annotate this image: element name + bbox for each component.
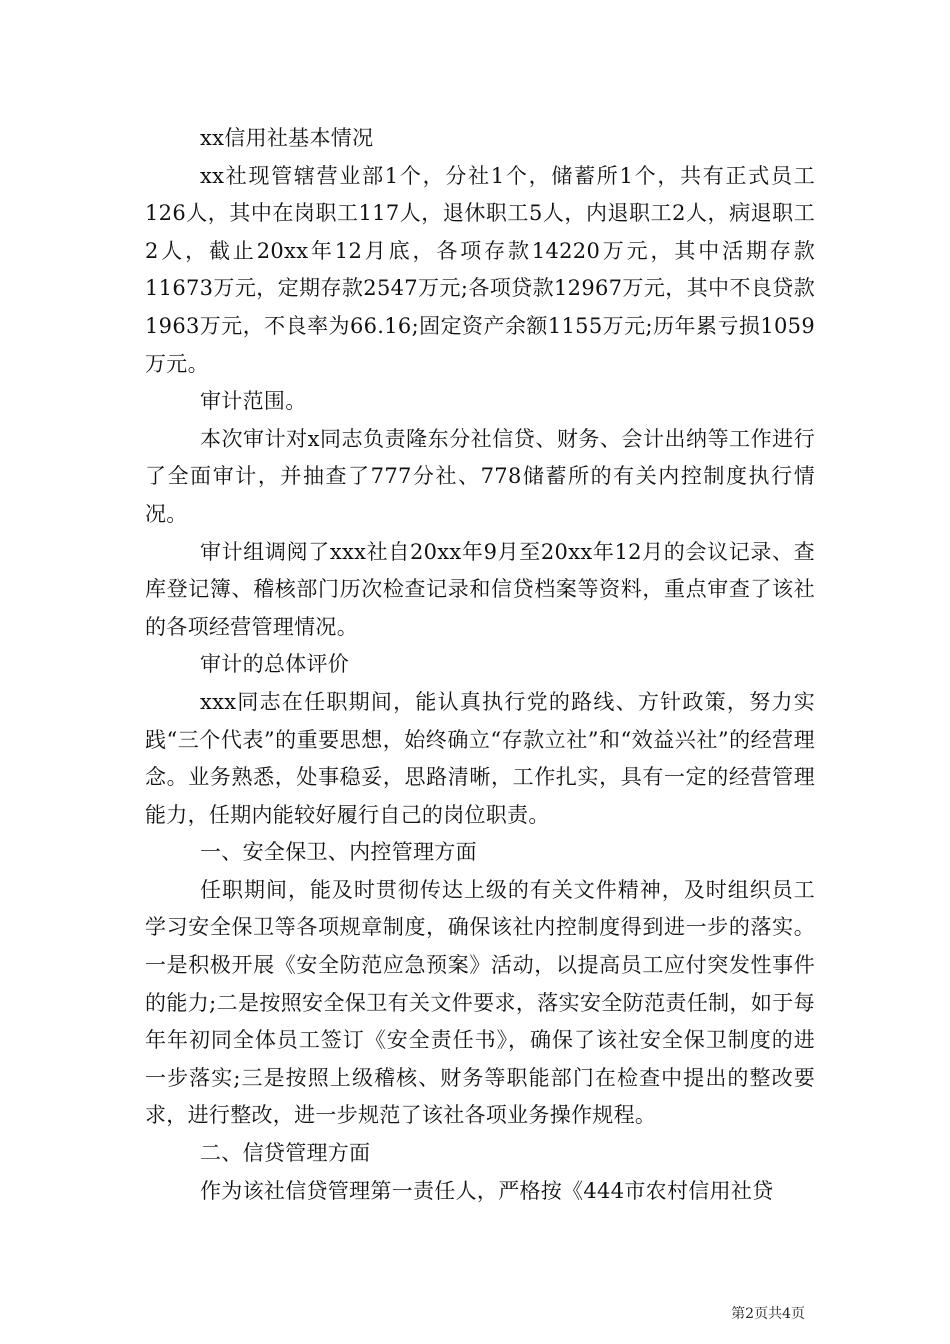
paragraph-credit: 作为该社信贷管理第一责任人，严格按《444市农村信用社贷 xyxy=(200,1178,774,1203)
paragraph-audit-materials: 审计组调阅了xxx社自20xx年9月至20xx年12月的会议记录、查库登记簿、稽核部门历次检查记录和信贷档案等资料，重点审查了该社的各项经营管理情况。 xyxy=(145,539,815,639)
section-heading-audit-scope: 审计范围。 xyxy=(200,389,307,414)
section-heading-basic-info: xx信用社基本情况 xyxy=(200,126,374,150)
paragraph-audit-scope: 本次审计对x同志负责隆东分社信贷、财务、会计出纳等工作进行了全面审计，并抽查了777分社、778储蓄所的有关内控制度执行情况。 xyxy=(145,426,815,526)
paragraph-basic-info: xx社现管辖营业部1个，分社1个，储蓄所1个，共有正式员工126人，其中在岗职工117人，退休职工5人，内退职工2人，病退职工2人，截止20xx年12月底，各项存款14220万元，其中活期存款11673万元，定期存款2547万元;各项贷款12967万元，其中不良贷款1963万元，不良率为66.16;固定资产余额1155万元;历年累亏损1059万元。 xyxy=(145,163,815,376)
paragraph-security: 任职期间，能及时贯彻传达上级的有关文件精神，及时组织员工学习安全保卫等各项规章制度，确保该社内控制度得到进一步的落实。一是积极开展《安全防范应急预案》活动，以提高员工应付突发性事件的能力;二是按照安全保卫有关文件要求，落实安全防范责任制，如于每年年初同全体员工签订《安全责任书》，确保了该社安全保卫制度的进一步落实;三是按照上级稽核、财务等职能部门在检查中提出的整改要求，进行整改，进一步规范了该社各项业务操作规程。 xyxy=(145,877,815,1128)
section-heading-credit: 二、信贷管理方面 xyxy=(200,1141,371,1166)
document-body xyxy=(145,120,815,1210)
paragraph-overall-evaluation: xxx同志在任职期间，能认真执行党的路线、方针政策，努力实践“三个代表”的重要思想，始终确立“存款立社”和“效益兴社”的经营理念。业务熟悉，处事稳妥，思路清晰，工作扎实，具有一定的经营管理能力，任期内能较好履行自己的岗位职责。 xyxy=(145,689,815,827)
section-heading-security: 一、安全保卫、内控管理方面 xyxy=(200,840,477,865)
page-number: 第2页共4页 xyxy=(731,1306,805,1322)
section-heading-overall-evaluation: 审计的总体评价 xyxy=(200,652,350,677)
